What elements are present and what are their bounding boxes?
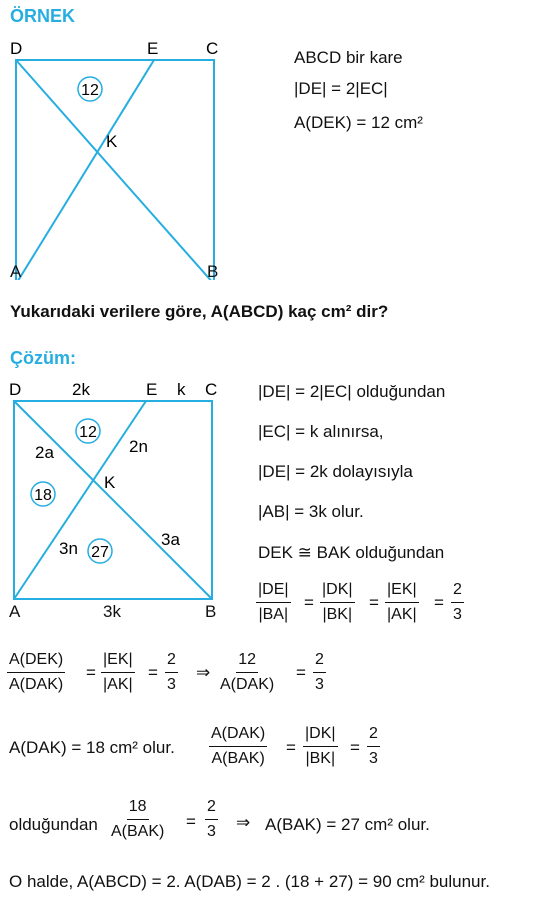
label-3a: 3a (161, 530, 180, 549)
fraction-12-dak: 12 A(DAK) (220, 651, 275, 693)
vertex-c: C (206, 39, 219, 58)
fraction-2-3-a: $\frac{2}{3}$ (453, 581, 462, 623)
vertex-a-solution: A (9, 602, 21, 621)
label-2k: 2k (72, 380, 90, 399)
olduğundan-text: olduğundan (9, 815, 98, 834)
fraction-ek-ak: $\frac{|EK|}{|AK|}$ (387, 581, 417, 623)
example-heading: ÖRNEK (10, 6, 76, 26)
fraction-2-3-e: $\frac{2}{3}$ (207, 798, 216, 840)
step-5: DEK ≅ BAK olduğundan (258, 543, 445, 562)
fraction-dk-bk: $\frac{|DK|}{|BK|}$ (322, 581, 353, 623)
fraction-2-3-b: $\frac{2}{3}$ (167, 651, 176, 693)
example-figure (0, 30, 240, 280)
question-text: Yukarıdaki verilere göre, A(ABCD) kaç cm² dir? (10, 302, 389, 321)
step-1: |DE| = 2|EC| olduğundan (258, 382, 446, 401)
label-k: k (177, 380, 186, 399)
dak-area-result: A(DAK) = 18 cm² olur. (9, 738, 175, 757)
solution-figure (0, 374, 240, 614)
point-k-solution: K (104, 473, 116, 492)
conclusion: O halde, A(ABCD) = 2. A(DAB) = 2 . (18 + 27) = 90 cm² bulunur. (9, 872, 490, 891)
label-3n: 3n (59, 539, 78, 558)
vertex-d: D (10, 39, 23, 58)
fraction-dak-bak: A(DAK) A(BAK) (211, 725, 266, 767)
step-4: |AB| = 3k olur. (258, 502, 364, 521)
solution-heading: Çözüm: (10, 348, 76, 368)
vertex-e: E (147, 39, 159, 58)
fraction-de-ba: $\frac{|DE|}{|BA|}$ (258, 581, 289, 623)
area-label: 12 (81, 82, 99, 99)
point-k: K (106, 132, 118, 151)
vertex-d-solution: D (9, 380, 22, 399)
label-2a: 2a (35, 443, 54, 462)
fraction-dk-bk-2: $\frac{|DK|}{|BK|}$ (305, 725, 336, 767)
vertex-c-solution: C (205, 380, 218, 399)
step-2: |EC| = k alınırsa, (258, 422, 384, 441)
vertex-e-solution: E (146, 380, 158, 399)
area-bak: 27 (91, 544, 109, 561)
fraction-ek-ak-2: $\frac{|EK|}{|AK|}$ (103, 651, 133, 693)
fraction-dek-dak: A(DEK) A(DAK) (9, 651, 64, 693)
given-1: ABCD bir kare (294, 48, 403, 67)
given-2: |DE| = 2|EC| (294, 79, 388, 98)
area-dek: 12 (79, 424, 97, 441)
given-3: A(DEK) = 12 cm² (294, 113, 423, 132)
fraction-2-3-c: $\frac{2}{3}$ (315, 651, 324, 693)
bak-area-result: A(BAK) = 27 cm² olur. (265, 815, 430, 834)
fraction-2-3-d: $\frac{2}{3}$ (369, 725, 378, 767)
step-3: |DE| = 2k dolayısıyla (258, 462, 413, 481)
vertex-b-solution: B (205, 602, 217, 621)
vertex-a: A (10, 262, 22, 281)
label-2n: 2n (129, 437, 148, 456)
label-3k: 3k (103, 602, 121, 621)
diagonal-db (16, 60, 214, 280)
vertex-b: B (207, 262, 219, 281)
area-dak: 18 (34, 487, 52, 504)
fraction-18-bak: 18 A(BAK) (111, 798, 165, 840)
